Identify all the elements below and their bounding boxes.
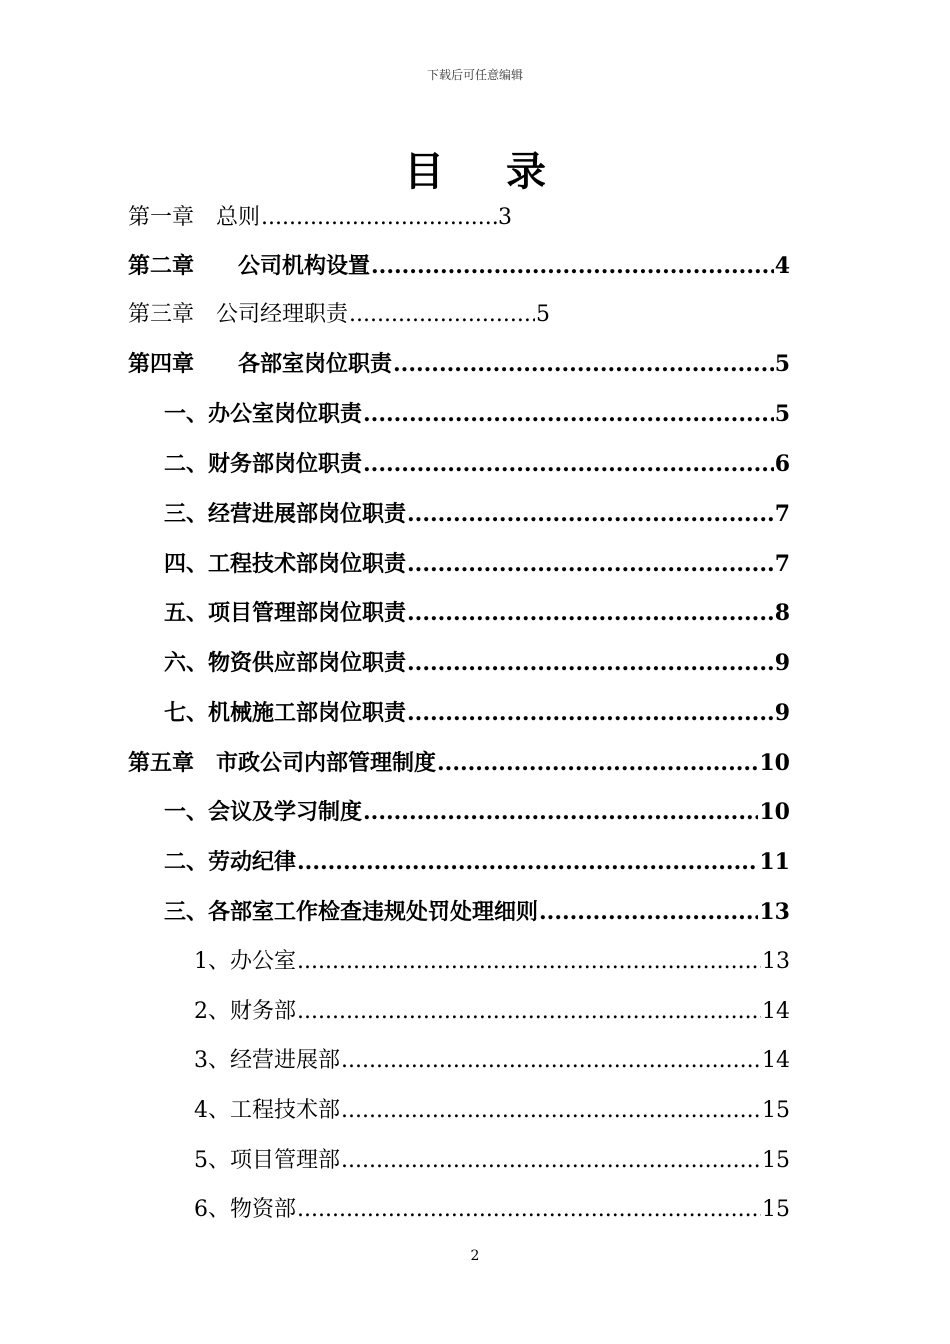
toc-entry-page: 8: [774, 600, 790, 626]
toc-entry[interactable]: [128, 350, 790, 378]
toc-entry-label: 五、项目管理部岗位职责: [164, 600, 407, 626]
toc-entry[interactable]: [128, 252, 790, 280]
toc-entry-label: 6、物资部: [194, 1197, 296, 1222]
toc-entry[interactable]: [164, 450, 790, 478]
toc-entry-page: 13: [762, 949, 790, 974]
toc-entry-page: 15: [762, 1148, 790, 1173]
toc-entry-label: 四、工程技术部岗位职责: [164, 551, 407, 577]
toc-leader: [407, 699, 774, 727]
toc-entry-page: 5: [774, 401, 790, 427]
toc-entry[interactable]: [128, 301, 550, 329]
toc-title-part2: 录: [506, 148, 546, 195]
toc-entry-page: 5: [536, 302, 551, 327]
toc-entry-label: 5、项目管理部: [194, 1148, 340, 1173]
toc-entry-label: 一、会议及学习制度: [164, 799, 363, 825]
toc-entry-label: 二、劳动纪律: [164, 849, 297, 875]
toc-leader: [341, 1047, 761, 1075]
toc-entry-page: 14: [762, 1048, 790, 1073]
toc-entry-label: 第三章 公司经理职责: [128, 302, 349, 327]
toc-entry-page: 15: [762, 1098, 790, 1123]
toc-entry-label: 七、机械施工部岗位职责: [164, 700, 407, 726]
toc-entry-page: 4: [774, 253, 790, 279]
toc-entry-label: 六、物资供应部岗位职责: [164, 650, 407, 676]
toc-entry[interactable]: [194, 1047, 790, 1075]
toc-entry-page: 9: [774, 650, 790, 676]
toc-entry[interactable]: [164, 798, 790, 826]
toc-leader: [363, 400, 774, 428]
toc-entry-page: 7: [774, 551, 790, 577]
toc-entry[interactable]: [194, 1196, 790, 1224]
toc-entry[interactable]: [194, 948, 790, 976]
toc-entry-label: 三、各部室工作检查违规处罚处理细则: [164, 899, 539, 925]
toc-leader: [261, 204, 497, 232]
toc-leader: [349, 301, 535, 329]
toc-entry[interactable]: [194, 998, 790, 1026]
toc-entry[interactable]: [164, 550, 790, 578]
toc-entry-label: 1、办公室: [194, 949, 296, 974]
toc-entry-page: 11: [759, 849, 790, 875]
toc-entry-page: 3: [498, 205, 513, 230]
toc-leader: [407, 550, 774, 578]
toc-leader: [407, 649, 774, 677]
toc-entry-label: 4、工程技术部: [194, 1098, 340, 1123]
toc-entry-label: 第二章 公司机构设置: [128, 253, 371, 279]
toc-entry-page: 7: [774, 501, 790, 527]
toc-leader: [297, 848, 758, 876]
toc-entry[interactable]: [164, 649, 790, 677]
toc-leader: [341, 1147, 761, 1175]
toc-entry-label: 第五章 市政公司内部管理制度: [128, 750, 437, 776]
toc-entry[interactable]: [194, 1097, 790, 1125]
toc-title-part1: 目: [404, 148, 444, 195]
toc-entry-page: 13: [759, 899, 790, 925]
toc-entry-page: 9: [774, 700, 790, 726]
toc-entry-label: 一、办公室岗位职责: [164, 401, 363, 427]
toc-leader: [407, 500, 774, 528]
toc-entry[interactable]: [164, 500, 790, 528]
toc-entry-page: 14: [762, 999, 790, 1024]
toc-entry-page: 5: [774, 351, 790, 377]
toc-entry-label: 三、经营进展部岗位职责: [164, 501, 407, 527]
toc-entry[interactable]: [164, 848, 790, 876]
toc-entry-label: 第四章 各部室岗位职责: [128, 351, 393, 377]
toc-entry-page: 10: [759, 750, 790, 776]
header-note: 下载后可任意编辑: [426, 68, 523, 82]
table-of-contents: [0, 190, 950, 1230]
toc-entry-label: 3、经营进展部: [194, 1048, 340, 1073]
toc-entry[interactable]: [164, 898, 790, 926]
toc-leader: [371, 252, 774, 280]
toc-entry[interactable]: [128, 749, 790, 777]
toc-entry[interactable]: [128, 204, 512, 232]
toc-entry[interactable]: [164, 699, 790, 727]
toc-leader: [393, 350, 774, 378]
toc-leader: [407, 599, 774, 627]
toc-entry-page: 6: [774, 451, 790, 477]
toc-entry[interactable]: [164, 400, 790, 428]
toc-entry-page: 10: [759, 799, 790, 825]
toc-title: [0, 140, 950, 197]
toc-leader: [297, 948, 761, 976]
toc-leader: [363, 450, 774, 478]
toc-entry[interactable]: [194, 1147, 790, 1175]
toc-leader: [539, 898, 758, 926]
toc-leader: [437, 749, 758, 777]
toc-leader: [363, 798, 758, 826]
page-number: 2: [470, 1248, 480, 1264]
toc-entry-label: 二、财务部岗位职责: [164, 451, 363, 477]
toc-entry-label: 第一章 总则: [128, 205, 261, 230]
toc-leader: [341, 1097, 761, 1125]
toc-entry-label: 2、财务部: [194, 999, 296, 1024]
toc-leader: [297, 1196, 761, 1224]
toc-entry-page: 15: [762, 1197, 790, 1222]
toc-entry[interactable]: [164, 599, 790, 627]
toc-leader: [297, 998, 761, 1026]
